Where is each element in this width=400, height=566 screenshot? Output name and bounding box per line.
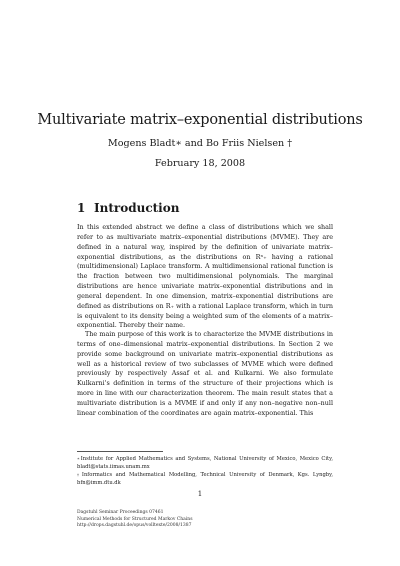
section-heading: [77, 201, 179, 215]
paper-date: February 18, 2008: [154, 158, 246, 169]
footer-line-2: Numerical Methods for Structured Markov Chains: [77, 516, 193, 522]
section-title: Introduction: [94, 201, 180, 215]
proceedings-footer: [77, 510, 277, 530]
paper-title: Multivariate matrix–exponential distributions: [37, 112, 363, 128]
footer-line-1: Dagstuhl Seminar Proceedings 07461: [77, 510, 164, 515]
footnote-2-mark: †: [77, 472, 81, 477]
section-number: 1: [77, 201, 86, 215]
footnote-2: [77, 471, 333, 487]
page-number: 1: [197, 490, 203, 498]
footnote-rule: [77, 451, 163, 452]
paper-authors: Mogens Bladt∗ and Bo Friis Nielsen †: [107, 138, 293, 149]
footer-url[interactable]: http://drops.dagstuhl.de/opus/volltexte/2008/1387: [77, 523, 192, 529]
footnote-1-mark: ∗: [77, 456, 80, 461]
paragraph-1: In this extended abstract we define a class of distributions which we shall refer to as multivariate matrix–exponential distributions (MVME). They are defined in a natural way, inspired by the definition of univariate matrix–exponential distributions, as the distributions on Rⁿ₊ having a rational (multidimensional) Laplace transform. A multidimensional rational function is the fraction between two multidimensional polynomials. The marginal distributions are hence univariate matrix–exponential distributions and in general dependent. In one dimension, matrix–exponential distributions are defined as distributions on R₊ with a rational Laplace transform, which in turn is equivalent to its density being a weighted sum of the elements of a matrix–exponential. Thereby their name.: [77, 223, 333, 330]
footnote-2-text: Informatics and Mathematical Modelling, Technical University of Denmark, Kgs. Lyngby, bfn@imm.dtu.dk: [77, 472, 333, 486]
footnote-1: [77, 455, 333, 471]
paragraph-2: [77, 330, 333, 419]
paragraph-2-text: The main purpose of this work is to characterize the MVME distributions in terms of one–dimensional matrix–exponential distributions. In Section 2 we provide some background on univariate matrix–exponential distributions as well as a historical review of two subclasses of MVME which were defined previously by respectively Assaf et al. and Kulkarni. We also formulate Kulkarni's definition in terms of the structure of their projections which is more in line with our characterization theorem. The main result states that a multivariate distribution is a MVME if and only if any non–negative non–null linear combination of the coordinates are again matrix–exponential. This: [77, 330, 333, 417]
footnote-1-text: Institute for Applied Mathematics and Systems, National University of Mexico, Mexico City, bladt@stats.iimas.unam.mx: [77, 456, 333, 470]
